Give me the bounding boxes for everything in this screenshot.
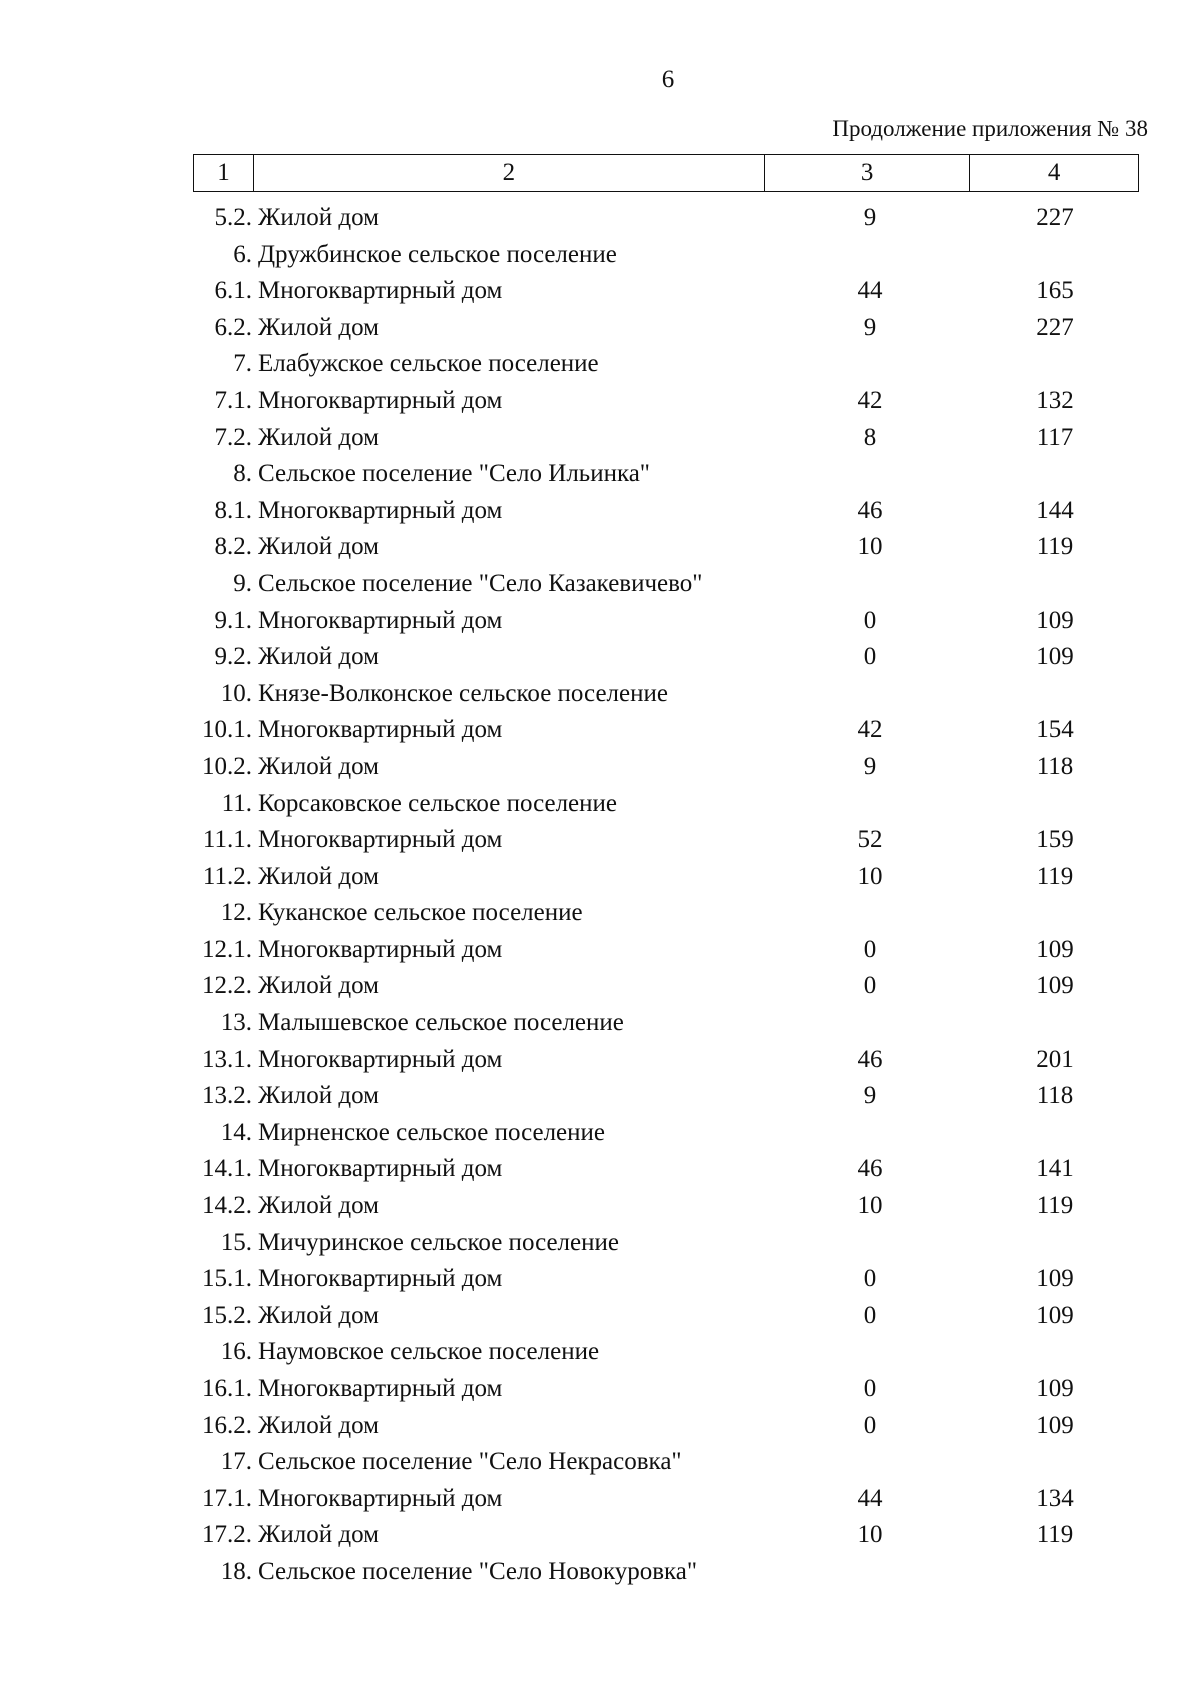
row-col-4: 132	[1036, 386, 1074, 414]
row-number: 15.2.	[202, 1301, 252, 1329]
table-row	[0, 273, 1200, 310]
header-col-1: 1	[194, 155, 254, 191]
row-col-3: 8	[863, 423, 877, 451]
table-row	[0, 493, 1200, 530]
row-col-3: 46	[857, 1155, 883, 1183]
row-col-4: 227	[1036, 313, 1074, 341]
row-label: Малышевское сельское поселение	[258, 1009, 624, 1037]
row-col-3: 9	[863, 204, 877, 231]
row-col-3: 9	[863, 313, 877, 341]
table-row	[0, 1225, 1200, 1262]
table-row	[0, 1481, 1200, 1518]
table-row	[0, 346, 1200, 383]
row-number: 12.1.	[202, 935, 252, 963]
row-number: 11.	[221, 789, 252, 817]
row-label: Жилой дом	[258, 1192, 379, 1220]
row-number: 6.1.	[214, 277, 252, 305]
row-col-4: 118	[1036, 1082, 1074, 1110]
table-row	[0, 1188, 1200, 1225]
row-col-4: 119	[1036, 1192, 1074, 1220]
row-label: Жилой дом	[258, 204, 379, 231]
row-number: 7.	[233, 350, 252, 378]
row-label: Многоквартирный дом	[258, 716, 503, 744]
row-label: Жилой дом	[258, 533, 379, 561]
row-label: Многоквартирный дом	[258, 1375, 503, 1402]
table-header	[193, 154, 1139, 192]
row-label: Жилой дом	[258, 752, 379, 780]
row-col-3: 0	[863, 1411, 877, 1439]
table-row	[0, 1151, 1200, 1188]
row-col-3: 0	[863, 1265, 877, 1293]
row-label: Многоквартирный дом	[258, 1265, 503, 1293]
row-number: 9.2.	[214, 643, 252, 671]
table-row	[0, 456, 1200, 493]
table-row	[0, 420, 1200, 457]
continuation-caption: Продолжение приложения № 38	[832, 116, 1148, 141]
table-row	[0, 859, 1200, 896]
table-row	[0, 1554, 1200, 1591]
row-number: 14.	[220, 1118, 252, 1146]
row-label: Многоквартирный дом	[258, 277, 503, 305]
row-col-4: 201	[1036, 1045, 1074, 1073]
row-label: Сельское поселение "Село Некрасовка"	[258, 1448, 682, 1476]
row-col-4: 141	[1036, 1155, 1074, 1183]
table-row	[0, 1444, 1200, 1481]
row-col-3: 0	[863, 606, 877, 634]
row-col-3: 0	[863, 935, 877, 963]
row-col-3: 0	[863, 972, 877, 1000]
row-label: Сельское поселение "Село Ильинка"	[258, 460, 651, 488]
row-col-4: 227	[1036, 204, 1074, 231]
row-col-4: 134	[1036, 1484, 1074, 1512]
row-number: 7.1.	[214, 386, 252, 414]
table-row	[0, 676, 1200, 713]
row-label: Многоквартирный дом	[258, 386, 503, 414]
table-body	[0, 200, 1200, 1591]
row-label: Елабужское сельское поселение	[258, 350, 599, 378]
row-label: Многоквартирный дом	[258, 1045, 503, 1073]
header-col-4: 4	[1047, 159, 1061, 186]
row-label: Жилой дом	[258, 972, 379, 1000]
row-number: 16.2.	[202, 1411, 252, 1439]
row-number: 17.2.	[202, 1521, 252, 1549]
row-label: Жилой дом	[258, 1521, 379, 1549]
row-number: 14.2.	[202, 1192, 252, 1220]
row-label: Жилой дом	[258, 1082, 379, 1110]
row-col-4: 109	[1036, 1265, 1074, 1293]
row-col-4: 118	[1036, 752, 1074, 780]
row-number: 7.2.	[214, 423, 252, 451]
row-label: Многоквартирный дом	[258, 606, 503, 634]
row-label: Дружбинское сельское поселение	[258, 240, 617, 268]
row-label: Многоквартирный дом	[258, 935, 503, 963]
row-col-3: 0	[863, 1301, 877, 1329]
row-label: Многоквартирный дом	[258, 1155, 503, 1183]
table-row	[0, 749, 1200, 786]
row-label: Наумовское сельское поселение	[258, 1338, 600, 1366]
row-col-4: 109	[1036, 972, 1074, 1000]
row-number: 5.2.	[214, 204, 252, 231]
row-number: 11.1.	[202, 826, 252, 854]
table-row	[0, 639, 1200, 676]
table-row	[0, 566, 1200, 603]
table-row	[0, 1334, 1200, 1371]
row-number: 17.	[220, 1448, 252, 1476]
row-col-3: 10	[857, 1192, 883, 1220]
row-number: 8.	[233, 460, 252, 488]
table-row	[0, 310, 1200, 347]
row-col-3: 10	[857, 862, 883, 890]
row-label: Жилой дом	[258, 643, 379, 671]
row-number: 15.1.	[202, 1265, 252, 1293]
row-col-4: 144	[1036, 496, 1074, 524]
row-number: 17.1.	[202, 1484, 252, 1512]
row-label: Корсаковское сельское поселение	[258, 789, 618, 817]
row-number: 9.1.	[214, 606, 252, 634]
table-row	[0, 786, 1200, 823]
page-number: 6	[661, 66, 675, 93]
row-col-3: 0	[863, 1375, 877, 1402]
row-col-3: 9	[863, 1082, 877, 1110]
table-row	[0, 968, 1200, 1005]
row-col-4: 154	[1036, 716, 1074, 744]
row-col-3: 42	[857, 386, 883, 414]
row-number: 16.	[220, 1338, 252, 1366]
row-label: Сельское поселение "Село Казакевичево"	[258, 569, 703, 597]
header-col-2: 2	[254, 155, 765, 191]
row-number: 9.	[233, 569, 252, 597]
row-col-3: 46	[857, 1045, 883, 1073]
row-col-4: 109	[1036, 1411, 1074, 1439]
row-label: Многоквартирный дом	[258, 826, 503, 854]
table-row	[0, 383, 1200, 420]
table-row	[0, 1078, 1200, 1115]
row-col-4: 109	[1036, 935, 1074, 963]
table-row	[0, 1408, 1200, 1445]
row-number: 10.	[220, 679, 252, 707]
row-col-4: 165	[1036, 277, 1074, 305]
table-row	[0, 895, 1200, 932]
row-number: 6.	[233, 240, 252, 268]
table-row	[0, 1005, 1200, 1042]
row-col-3: 10	[857, 1521, 883, 1549]
table-row	[0, 603, 1200, 640]
row-number: 10.2.	[202, 752, 252, 780]
table-row	[0, 1371, 1200, 1408]
table-row	[0, 200, 1200, 237]
row-number: 13.	[220, 1009, 252, 1037]
table-row	[0, 822, 1200, 859]
row-col-4: 109	[1036, 1375, 1074, 1402]
row-number: 18.	[220, 1557, 252, 1585]
row-label: Куканское сельское поселение	[258, 899, 583, 927]
row-label: Многоквартирный дом	[258, 1484, 503, 1512]
row-number: 8.2.	[214, 533, 252, 561]
row-number: 16.1.	[202, 1375, 252, 1402]
row-col-4: 159	[1036, 826, 1074, 854]
table-row	[0, 1517, 1200, 1554]
table-row	[0, 529, 1200, 566]
table-row	[0, 1298, 1200, 1335]
row-number: 13.1.	[202, 1045, 252, 1073]
table-row	[0, 712, 1200, 749]
row-number: 15.	[220, 1228, 252, 1256]
row-col-3: 46	[857, 496, 883, 524]
row-label: Жилой дом	[258, 1411, 379, 1439]
row-col-4: 117	[1036, 423, 1074, 451]
header-col-3: 3	[765, 155, 971, 191]
row-label: Мичуринское сельское поселение	[258, 1228, 619, 1256]
row-number: 12.	[220, 899, 252, 927]
table-row	[0, 1261, 1200, 1298]
row-label: Жилой дом	[258, 1301, 379, 1329]
table-row	[0, 237, 1200, 274]
row-number: 6.2.	[214, 313, 252, 341]
table-row	[0, 1115, 1200, 1152]
row-col-4: 109	[1036, 643, 1074, 671]
row-col-4: 119	[1036, 533, 1074, 561]
row-label: Жилой дом	[258, 313, 379, 341]
table-row	[0, 1042, 1200, 1079]
row-label: Жилой дом	[258, 423, 379, 451]
row-label: Сельское поселение "Село Новокуровка"	[258, 1557, 698, 1585]
table-row	[0, 932, 1200, 969]
row-number: 13.2.	[202, 1082, 252, 1110]
row-number: 14.1.	[202, 1155, 252, 1183]
row-label: Князе-Волконское сельское поселение	[258, 679, 668, 707]
row-label: Жилой дом	[258, 862, 379, 890]
row-col-4: 109	[1036, 606, 1074, 634]
row-number: 8.1.	[214, 496, 252, 524]
row-col-4: 119	[1036, 1521, 1074, 1549]
row-label: Мирненское сельское поселение	[258, 1118, 606, 1146]
row-col-3: 9	[863, 752, 877, 780]
row-col-4: 119	[1036, 862, 1074, 890]
row-col-3: 44	[857, 277, 883, 305]
row-label: Многоквартирный дом	[258, 496, 503, 524]
row-col-3: 42	[857, 716, 883, 744]
row-col-3: 10	[857, 533, 883, 561]
row-number: 11.2.	[202, 862, 252, 890]
row-number: 12.2.	[202, 972, 252, 1000]
row-number: 10.1.	[202, 716, 252, 744]
row-col-4: 109	[1036, 1301, 1074, 1329]
row-col-3: 44	[857, 1484, 883, 1512]
row-col-3: 0	[863, 643, 877, 671]
row-col-3: 52	[857, 826, 883, 854]
